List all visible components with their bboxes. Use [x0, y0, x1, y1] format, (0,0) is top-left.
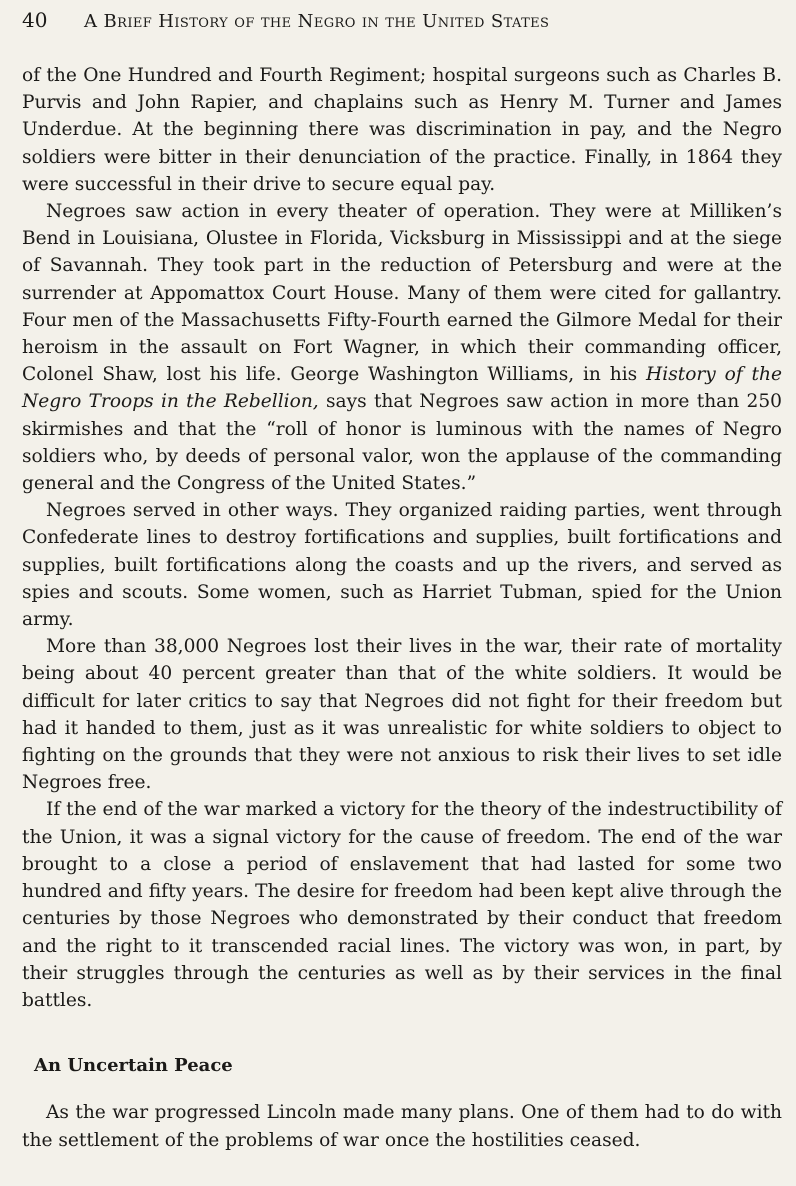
- paragraph-text: says that Negroes saw action in more than 250 skirmishes and that the “roll of honor is luminous with the names of Negro soldiers who, by deeds of personal valor, won the applause of the commanding general and the Congress of the United States.”: [22, 391, 782, 495]
- running-title: A Brief History of the Negro in the United States: [84, 11, 550, 32]
- paragraph-continued: of the One Hundred and Fourth Regiment; hospital surgeons such as Charles B. Purvis and John Rapier, and chaplains such as Henry M. Turner and James Underdue. At the beginning there was discrimination in pay, and the Negro soldiers were bitter in their denunciation of the practice. Finally, in 1864 they were successful in their drive to secure equal pay.: [22, 65, 782, 195]
- section-heading: An Uncertain Peace: [34, 1055, 233, 1077]
- running-head: [22, 8, 782, 38]
- book-title-italic: History of the Negro Troops in the Rebellion,: [22, 364, 782, 413]
- paragraph-losses: More than 38,000 Negroes lost their lives in the war, their rate of mortality being about 40 percent greater than that of the white soldiers. It would be difficult for later critics to say that Negroes did not fight for their freedom but had it handed to them, just as it was unrealistic for white soldiers to object to fighting on the grounds that they were not anxious to risk their lives to set idle Negroes free.: [22, 636, 782, 794]
- paragraph-text: Negroes saw action in every theater of operation. They were at Milliken’s Bend in Louisiana, Olustee in Florida, Vicksburg in Mississippi and at the siege of Savannah. They took part in the reduction of Petersburg and were at the surrender at Appomattox Court House. Many of them were cited for gallantry. Four men of the Massachusetts Fifty-Fourth earned the Gilmore Medal for their heroism in the assault on Fort Wagner, in which their commanding officer, Colonel Shaw, lost his life. George Washington Williams, in his: [22, 201, 782, 386]
- paragraph-lincoln-plans: As the war progressed Lincoln made many plans. One of them had to do with the settlement of the problems of war once the hostilities ceased.: [22, 1102, 782, 1151]
- paragraph-victory: If the end of the war marked a victory for the theory of the indestructibility of the Union, it was a signal victory for the cause of freedom. The end of the war brought to a close a period of enslavement that had lasted for some two hundred and fifty years. The desire for freedom had been kept alive through the centuries by those Negroes who demonstrated by their conduct that freedom and the right to it transcended racial lines. The victory was won, in part, by their struggles through the centuries as well as by their services in the final battles.: [22, 799, 782, 1011]
- page-number: 40: [22, 8, 48, 32]
- paragraph-other-ways: Negroes served in other ways. They organized raiding parties, went through Confederate lines to destroy fortifications and supplies, built fortifications and supplies, built fortifications along the coasts and up the rivers, and served as spies and scouts. Some women, such as Harriet Tubman, spied for the Union army.: [22, 500, 782, 631]
- body-text: [22, 62, 782, 1154]
- paragraph-negro-action: [22, 198, 782, 497]
